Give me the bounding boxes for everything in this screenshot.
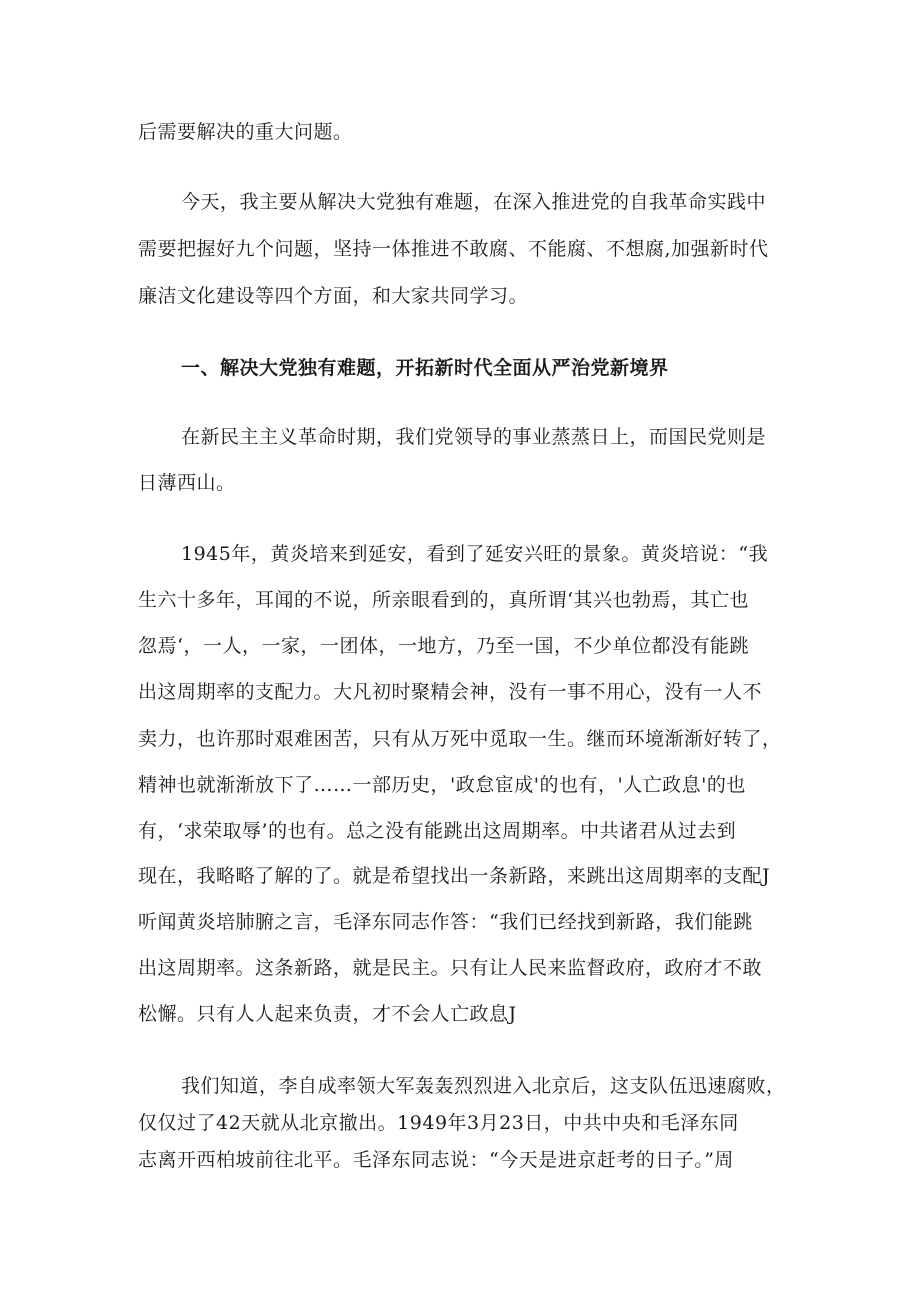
paragraph-line: 1945年，黄炎培来到延安，看到了延安兴旺的景象。黄炎培说：“我 xyxy=(181,543,769,565)
paragraph-line: 听闻黄炎培肺腑之言，毛泽东同志作答：“我们已经找到新路，我们能跳 xyxy=(138,911,753,933)
paragraph-line: 出这周期率。这条新路，就是民主。只有让人民来监督政府，政府才不敢 xyxy=(138,957,763,979)
paragraph-line: 后需要解决的重大问题。 xyxy=(138,121,353,143)
paragraph-line: 日薄西山。 xyxy=(138,472,236,494)
paragraph-line: 精神也就渐渐放下了……一部历史，'政怠宦成'的也有，'人亡政息'的也 xyxy=(138,774,746,796)
paragraph-line: 廉洁文化建设等四个方面，和大家共同学习。 xyxy=(138,285,529,307)
paragraph-line: 生六十多年，耳闻的不说，所亲眼看到的，真所谓‘其兴也勃焉，其亡也 xyxy=(138,589,750,611)
paragraph-line: 需要把握好九个问题，坚持一体推进不敢腐、不能腐、不想腐,加强新时代 xyxy=(138,238,769,260)
paragraph-line: 有，‘求荣取辱’的也有。总之没有能跳出这周期率。中共诸君从过去到 xyxy=(138,820,737,842)
paragraph-line: 松懈。只有人人起来负责，才不会人亡政息J xyxy=(138,1003,517,1025)
paragraph-line: 卖力，也许那时艰难困苦，只有从万死中觅取一生。继而环境渐渐好转了， xyxy=(138,728,782,750)
paragraph-line: 志离开西柏坡前往北平。毛泽东同志说：“今天是进京赶考的日子。”周 xyxy=(138,1149,734,1171)
paragraph-line: 在新民主主义革命时期，我们党领导的事业蒸蒸日上，而国民党则是 xyxy=(181,426,767,448)
paragraph-line: 忽焉‘，一人，一家，一团体，一地方，乃至一国，不少单位都没有能跳 xyxy=(138,635,750,657)
paragraph-line: 仅仅过了42天就从北京撤出。1949年3月23日，中共中央和毛泽东同 xyxy=(138,1112,739,1134)
paragraph-line: 出这周期率的支配力。大凡初时聚精会神，没有一事不用心，没有一人不 xyxy=(138,681,763,703)
paragraph-line: 今天，我主要从解决大党独有难题，在深入推进党的自我革命实践中 xyxy=(181,191,767,213)
section-heading: 一、解决大党独有难题，开拓新时代全面从严治党新境界 xyxy=(181,357,669,379)
paragraph-line: 现在，我略略了解的了。就是希望找出一条新路，来跳出这周期率的支配J xyxy=(138,865,771,887)
paragraph-line: 我们知道，李自成率领大军轰轰烈烈进入北京后，这支队伍迅速腐败， xyxy=(181,1075,786,1097)
